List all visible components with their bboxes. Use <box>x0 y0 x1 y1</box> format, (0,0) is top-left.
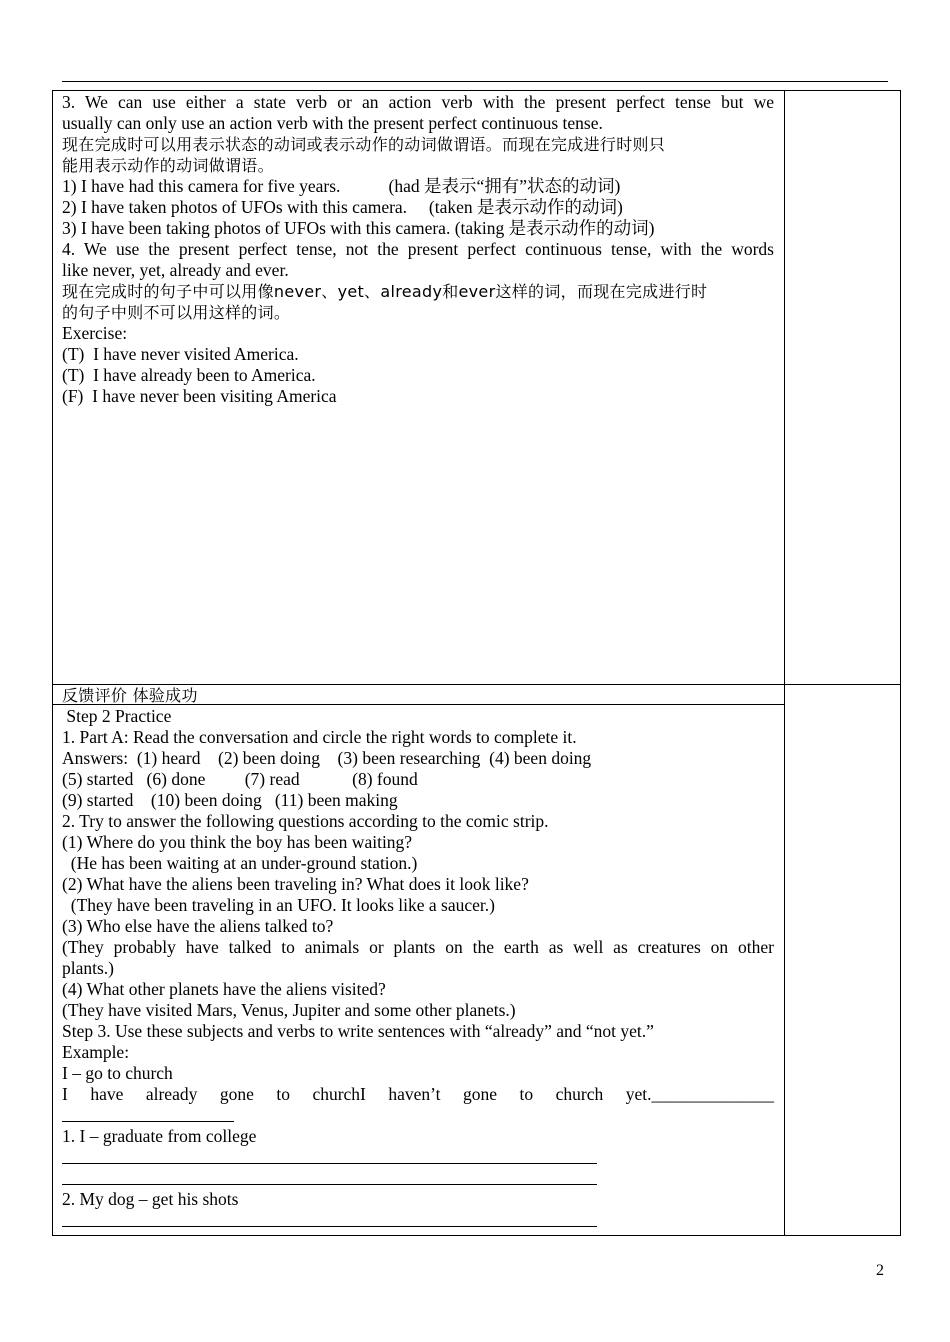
exercise-prompt: 1. I – graduate from college <box>62 1126 257 1146</box>
example-line: 2) I have taken photos of UFOs with this camera. (taken 是表示动作的动词) <box>62 197 623 217</box>
text-line: 3. We can use either a state verb or an action verb with the present perfect tense but we <box>62 92 774 112</box>
example-label: Example: <box>62 1042 130 1062</box>
example-line: 3) I have been taking photos of UFOs with this camera. (taking 是表示动作的动词) <box>62 218 655 238</box>
answer-line: plants.) <box>62 958 115 978</box>
text-line: like never, yet, already and ever. <box>62 260 289 280</box>
example-line: 1) I have had this camera for five years. (had 是表示“拥有”状态的动词) <box>62 176 621 196</box>
exercise-prompt: 2. My dog – get his shots <box>62 1189 239 1209</box>
question-line: (3) Who else have the aliens talked to? <box>62 916 334 936</box>
example-answer: I have already gone to churchI haven’t gone to church yet.______________ <box>62 1084 774 1104</box>
text-line-chinese: 现在完成时的句子中可以用像never、yet、already和ever这样的词，而现在完成进行时 <box>62 282 708 301</box>
lower-heading-area <box>62 685 774 706</box>
exercise-item: (T) I have already been to America. <box>62 365 316 385</box>
page-number: 2 <box>876 1262 884 1279</box>
answer-line: (5) started (6) done (7) read (8) found <box>62 769 418 789</box>
question-line: (2) What have the aliens been traveling in? What does it look like? <box>62 874 529 894</box>
question-line: (4) What other planets have the aliens visited? <box>62 979 386 999</box>
answer-line: (They have visited Mars, Venus, Jupiter and some other planets.) <box>62 1000 516 1020</box>
step-title: Step 3. Use these subjects and verbs to write sentences with “already” and “not yet.” <box>62 1021 654 1041</box>
text-line-chinese: 能用表示动作的动词做谓语。 <box>62 156 274 175</box>
exercise-item: (F) I have never been visiting America <box>62 386 337 406</box>
task-line: 1. Part A: Read the conversation and circle the right words to complete it. <box>62 727 577 747</box>
answer-blank[interactable] <box>62 1168 774 1189</box>
answer-blank[interactable] <box>62 1147 774 1168</box>
answer-blank[interactable] <box>62 1210 774 1231</box>
upper-notes-cell <box>784 90 901 685</box>
question-line: (1) Where do you think the boy has been waiting? <box>62 832 413 852</box>
exercise-label: Exercise: <box>62 323 128 343</box>
upper-section <box>62 92 774 407</box>
answer-line: (They probably have talked to animals or plants on the earth as well as creatures on other <box>62 937 774 957</box>
answer-line: (They have been traveling in an UFO. It looks like a saucer.) <box>62 895 495 915</box>
section-heading: 反馈评价 体验成功 <box>62 686 198 705</box>
text-line-chinese: 的句子中则不可以用这样的词。 <box>62 303 291 322</box>
lower-notes-cell <box>784 684 901 1236</box>
task-line: 2. Try to answer the following questions according to the comic strip. <box>62 811 549 831</box>
exercise-item: (T) I have never visited America. <box>62 344 299 364</box>
text-line-chinese: 现在完成时可以用表示状态的动词或表示动作的动词做谓语。而现在完成进行时则只 <box>62 135 666 154</box>
text-line: 4. We use the present perfect tense, not the present perfect continuous tense, with the words <box>62 239 774 259</box>
answer-line: (9) started (10) been doing (11) been making <box>62 790 398 810</box>
text-line: usually can only use an action verb with the present perfect continuous tense. <box>62 113 603 133</box>
answer-blank-short[interactable] <box>62 1105 774 1126</box>
answer-line: Answers: (1) heard (2) been doing (3) been researching (4) been doing <box>62 748 592 768</box>
lower-section <box>62 706 774 1231</box>
answer-line: (He has been waiting at an under-ground station.) <box>62 853 418 873</box>
example-prompt: I – go to church <box>62 1063 173 1083</box>
header-rule <box>62 81 888 82</box>
step-title: Step 2 Practice <box>62 706 172 726</box>
